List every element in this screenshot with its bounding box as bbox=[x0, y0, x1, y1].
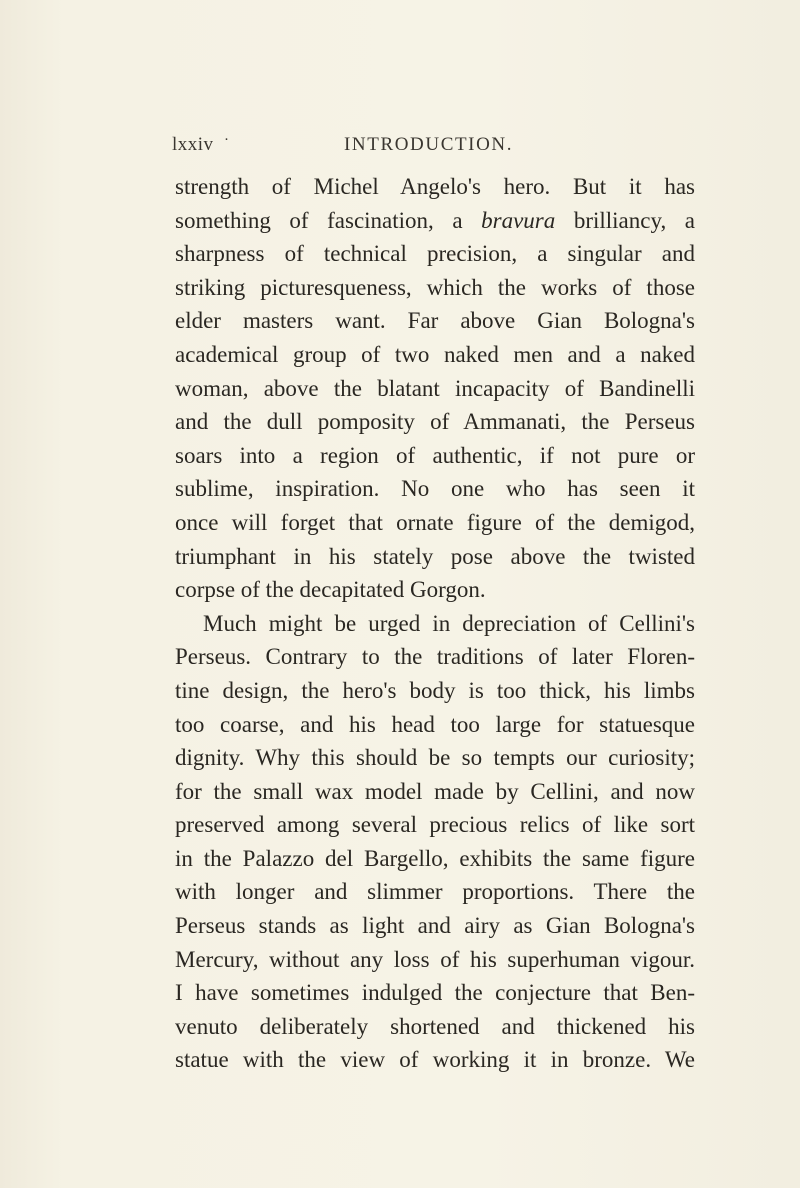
text-line: soars into a region of authentic, if not pure or bbox=[175, 442, 695, 468]
text-line: for the small wax model made by Cellini, and now bbox=[175, 778, 695, 804]
text-line: striking picturesqueness, which the works of those bbox=[175, 274, 695, 300]
body-text bbox=[175, 170, 695, 1077]
text-line: Mercury, without any loss of his superhuman vigour. bbox=[175, 946, 695, 972]
text-line: venuto deliberately shortened and thickened his bbox=[175, 1013, 695, 1039]
text-line: Much might be urged in depreciation of Cellini's bbox=[203, 610, 695, 636]
text-line: in the Palazzo del Bargello, exhibits the same figure bbox=[175, 845, 695, 871]
text-line: once will forget that ornate figure of the demigod, bbox=[175, 509, 695, 535]
running-head-title: INTRODUCTION. bbox=[344, 134, 514, 155]
text-line: tine design, the hero's body is too thick, his limbs bbox=[175, 677, 695, 703]
text-line: triumphant in his stately pose above the twisted bbox=[175, 543, 695, 569]
text-line: strength of Michel Angelo's hero. But it has bbox=[175, 174, 695, 199]
running-head bbox=[172, 134, 672, 158]
text-line: sharpness of technical precision, a singular and bbox=[175, 241, 695, 267]
text-line: with longer and slimmer proportions. There the bbox=[175, 879, 695, 905]
text-line: Perseus. Contrary to the traditions of later Floren- bbox=[175, 644, 695, 670]
text-line: woman, above the blatant incapacity of Bandinelli bbox=[175, 375, 695, 401]
text-line: preserved among several precious relics of like sort bbox=[175, 812, 695, 838]
text-line: academical group of two naked men and a naked bbox=[175, 341, 695, 367]
text-line: statue with the view of working it in bronze. We bbox=[175, 1047, 695, 1073]
page-number: lxxiv bbox=[172, 134, 214, 155]
running-head-separator: · bbox=[224, 132, 230, 148]
text-line: something of fascination, a bravura brilliancy, a bbox=[175, 207, 695, 233]
text-line: Perseus stands as light and airy as Gian Bologna's bbox=[175, 913, 695, 939]
text-line: I have sometimes indulged the conjecture that Ben- bbox=[175, 980, 695, 1006]
text-line: corpse of the decapitated Gorgon. bbox=[175, 577, 486, 603]
text-line: too coarse, and his head too large for statuesque bbox=[175, 711, 695, 737]
text-line: dignity. Why this should be so tempts our curiosity; bbox=[175, 745, 695, 771]
text-line: sublime, inspiration. No one who has seen it bbox=[175, 476, 695, 502]
text-line: elder masters want. Far above Gian Bologna's bbox=[175, 308, 695, 334]
italic-term: bravura bbox=[481, 207, 556, 233]
text-line: and the dull pomposity of Ammanati, the Perseus bbox=[175, 409, 695, 435]
